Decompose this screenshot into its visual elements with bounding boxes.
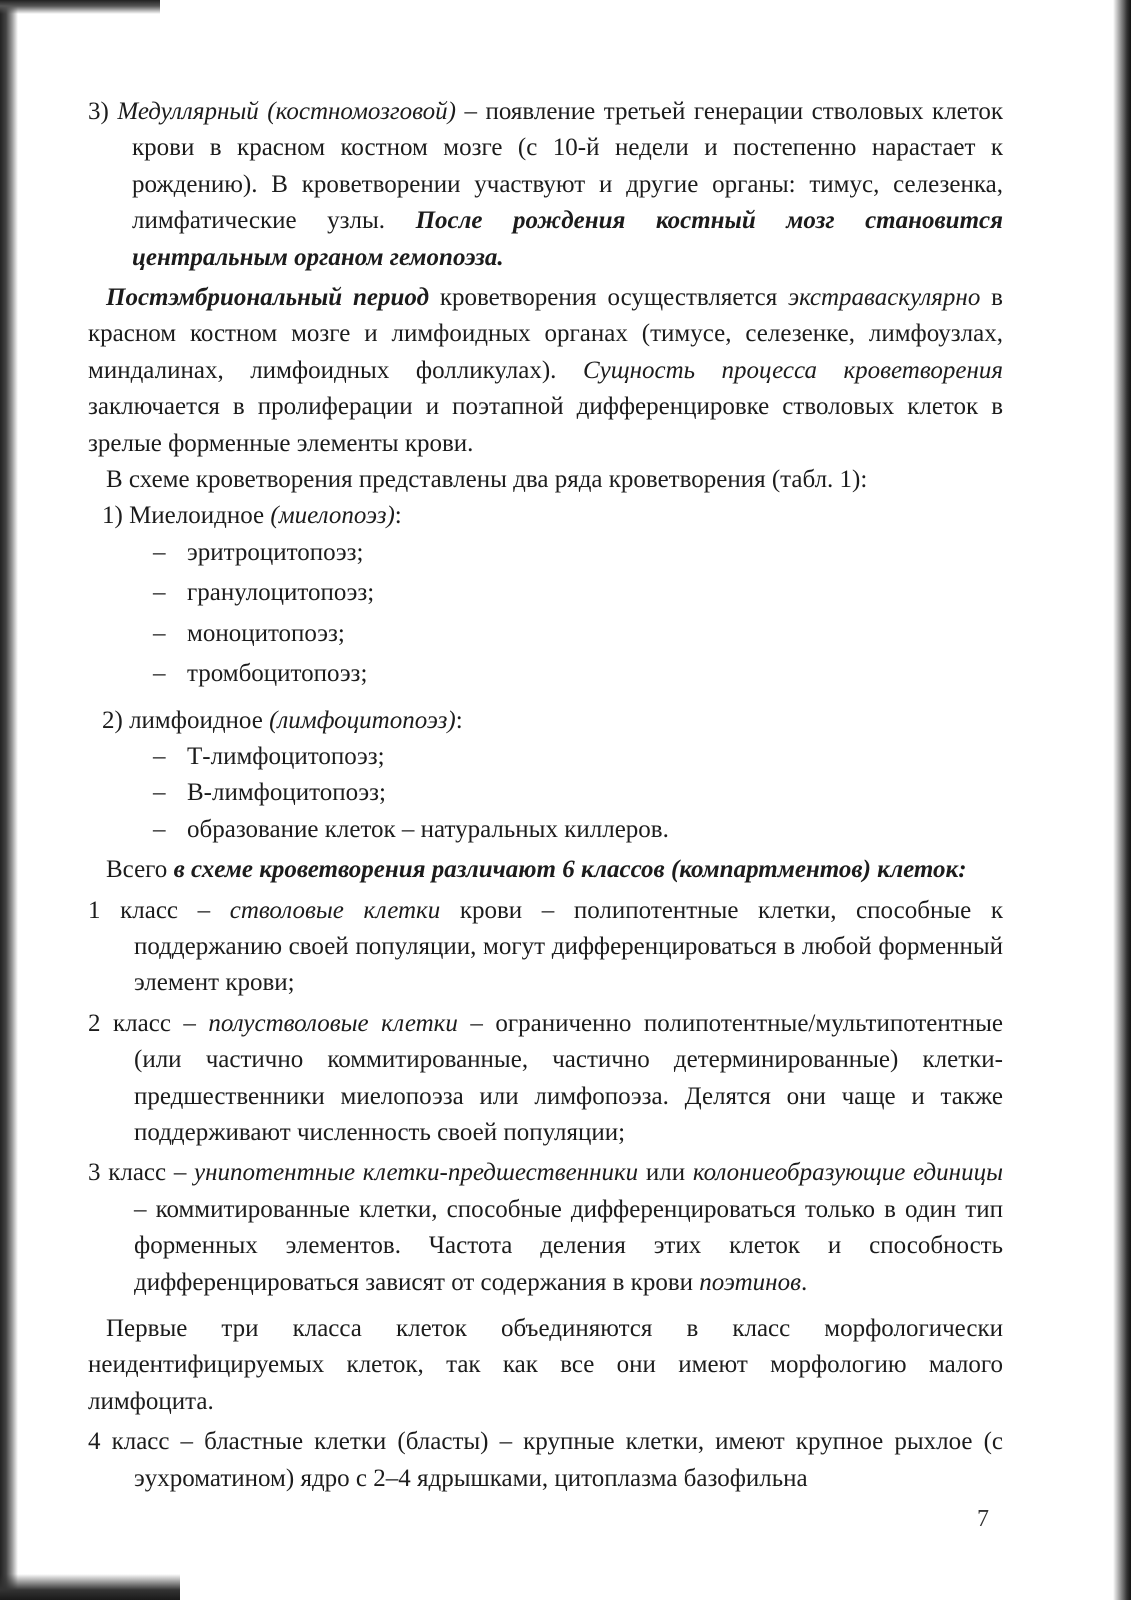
list-item: – тромбоцитопоэз; (153, 660, 368, 688)
list-item: – гранулоцитопоэз; (153, 579, 375, 607)
scan-edge-left (0, 0, 18, 1600)
list-heading-myeloid: 1) Миелоидное (миелопоэз): (102, 502, 402, 530)
page-number: 7 (977, 1506, 989, 1532)
lymphoid-list (88, 739, 1003, 848)
list-item: – образование клеток – натуральных киллеров. (153, 815, 669, 843)
paragraph-scheme-intro: В схеме кроветворения представлены два ряда кроветворения (табл. 1): (106, 466, 868, 494)
scan-edge-right (1113, 0, 1131, 1600)
class-4: 4 класс – бластные клетки (бласты) – крупные клетки, имеют крупное рыхлое (с эухроматином) ядро с 2–4 ядрышками, цитоплазма базофильна (88, 1428, 1003, 1492)
paragraph-medullary: 3) Медуллярный (костномозговой) – появление третьей генерации стволовых клеток крови в красном костном мозге (с 10-й недели и постепенно нарастает к рождению). В кроветворении участвуют и другие органы: тимус, селезенка, лимфатические узлы. После рождения костный мозг становится центральным органом гемопоэза. (88, 98, 1004, 271)
list-item: – Т-лимфоцитопоэз; (153, 742, 385, 770)
list-item: – В-лимфоцитопоэз; (153, 779, 386, 807)
scan-edge-bottom (0, 1574, 180, 1600)
class-1: 1 класс – стволовые клетки крови – полипотентные клетки, способные к поддержанию своей популяции, могут дифференцироваться в любой форменный элемент крови; (88, 896, 1003, 997)
list-item: – эритроцитопоэз; (153, 538, 364, 566)
class-2: 2 класс – полустволовые клетки – ограниченно полипотентные/мультипотентные (или частично коммитированные, частично детерминированные) клетки-предшественники миелопоэза или лимфопоэза. Делятся они чаще и также поддерживают численность своей популяции; (88, 1009, 1003, 1146)
list-heading-lymphoid: 2) лимфоидное (лимфоцитопоэз): (102, 706, 463, 734)
scan-edge-top (0, 0, 160, 14)
paragraph-six-classes: Всего в схеме кроветворения различают 6 классов (компартментов) клеток: (106, 856, 967, 884)
paragraph-postembryonic: Постэмбриональный период кроветворения осуществляется экстраваскулярно в красном костном мозге и лимфоидных органах (тимусе, селезенке, лимфоузлах, миндалинах, лимфоидных фолликулах). Сущность процесса кроветворения заключается в пролиферации и поэтапной дифференцировке стволовых клеток в зрелые форменные элементы крови. (88, 284, 1003, 457)
page-body (88, 94, 1003, 1497)
list-item: – моноцитопоэз; (153, 619, 345, 647)
class-3: 3 класс – унипотентные клетки-предшественники или колониеобразующие единицы – коммитированные клетки, способные дифференцироваться только в один тип форменных элементов. Частота деления этих клеток и способность дифференцироваться зависят от содержания в крови поэтинов. (88, 1159, 1003, 1296)
myeloid-list (88, 535, 1003, 693)
paragraph-first-three-classes: Первые три класса клеток объединяются в класс морфологически неидентифицируемых клеток, так как все они имеют морфологию малого лимфоцита. (88, 1315, 1003, 1415)
